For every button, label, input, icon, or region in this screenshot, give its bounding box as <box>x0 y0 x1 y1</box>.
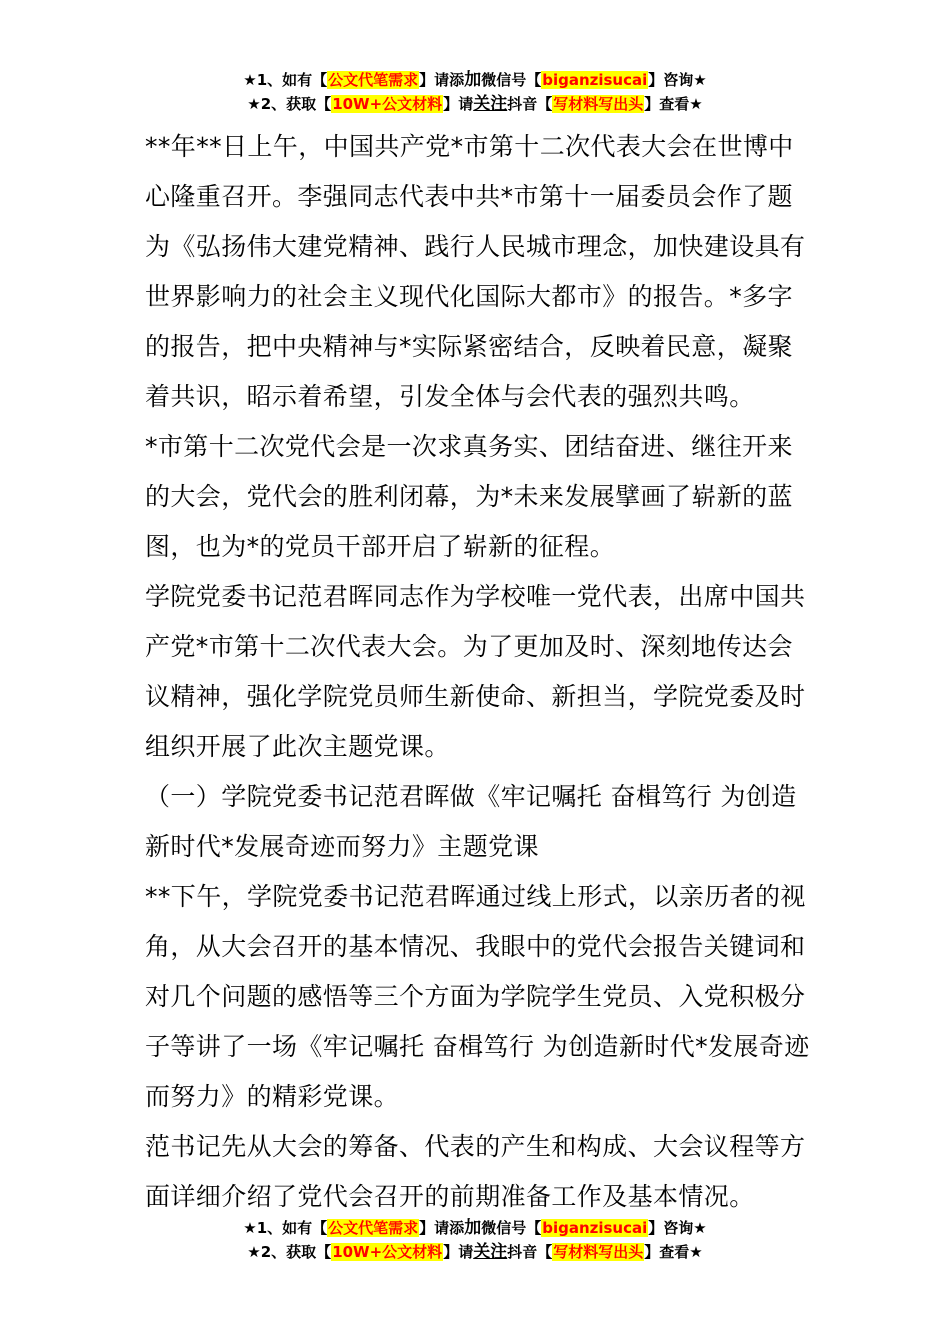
highlight-wechat-id: biganzisucai <box>542 71 648 89</box>
promo-line-1: ★1、如有【公文代笔需求】请添加微信号【biganzisucai】咨询★ <box>243 70 707 90</box>
promo-line-1: ★1、如有【公文代笔需求】请添加微信号【biganzisucai】咨询★ <box>243 1218 707 1238</box>
highlight-service: 公文代笔需求 <box>328 71 419 89</box>
highlight-materials: 10W+公文材料 <box>332 1243 443 1261</box>
promo-banner-top <box>0 68 950 116</box>
document-body <box>145 122 810 1222</box>
highlight-materials: 10W+公文材料 <box>332 95 443 113</box>
paragraph-5: 范书记先从大会的筹备、代表的产生和构成、大会议程等方面详细介绍了党代会召开的前期准备工作及基本情况。 <box>145 1132 806 1211</box>
highlight-douyin: 写材料写出头 <box>553 95 644 113</box>
paragraph-3: 学院党委书记范君晖同志作为学校唯一党代表，出席中国共产党*市第十二次代表大会。为了更加及时、深刻地传达会议精神，强化学院党员师生新使命、新担当，学院党委及时组织开展了此次主题党课。 <box>145 582 806 761</box>
paragraph-2: *市第十二次党代会是一次求真务实、团结奋进、继往开来的大会，党代会的胜利闭幕，为*未来发展擘画了崭新的蓝图，也为*的党员干部开启了崭新的征程。 <box>145 432 793 561</box>
promo-line-2: ★2、获取【10W+公文材料】请关注抖音【写材料写出头】查看★ <box>247 94 703 114</box>
paragraph-1: **年**日上午，中国共产党*市第十二次代表大会在世博中心隆重召开。李强同志代表中共*市第十一届委员会作了题为《弘扬伟大建党精神、践行人民城市理念，加快建设具有世界影响力的社会主义现代化国际大都市》的报告。*多字的报告，把中央精神与*实际紧密结合，反映着民意，凝聚着共识，昭示着希望，引发全体与会代表的强烈共鸣。 <box>145 132 806 411</box>
highlight-service: 公文代笔需求 <box>328 1219 419 1237</box>
section-heading: （一）学院党委书记范君晖做《牢记嘱托 奋楫笃行 为创造新时代*发展奇迹而努力》主题党课 <box>145 782 797 861</box>
promo-line-2: ★2、获取【10W+公文材料】请关注抖音【写材料写出头】查看★ <box>247 1242 703 1262</box>
promo-banner-bottom <box>0 1216 950 1264</box>
highlight-wechat-id: biganzisucai <box>542 1219 648 1237</box>
highlight-douyin: 写材料写出头 <box>553 1243 644 1261</box>
paragraph-4: **下午，学院党委书记范君晖通过线上形式，以亲历者的视角，从大会召开的基本情况、我眼中的党代会报告关键词和对几个问题的感悟等三个方面为学院学生党员、入党积极分子等讲了一场《牢记嘱托 奋楫笃行 为创造新时代*发展奇迹而努力》的精彩党课。 <box>145 882 810 1111</box>
